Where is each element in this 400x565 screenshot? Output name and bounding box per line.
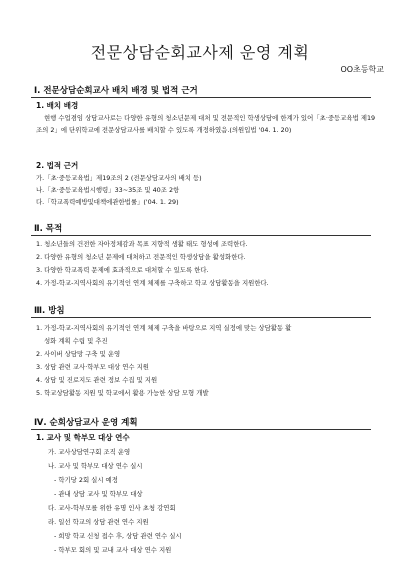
policy-item-continued: 성화 계획 수립 및 추진 (44, 337, 108, 345)
school-name: OO초등학교 (340, 65, 384, 74)
policy-item: 4. 상담 및 진로지도 관련 정보 수집 및 지원 (36, 376, 158, 384)
plan-item: 라. 일선 학교의 상담 관련 연수 지원 (48, 518, 149, 526)
section-1-subheading-1: 1. 배치 배경 (36, 101, 79, 110)
section-4-heading-text: Ⅳ. 순회상담교사 운영 계획 (34, 418, 138, 428)
section-1-heading (34, 84, 198, 96)
plan-subitem: - 학부모 회의 및 교내 교사 대상 연수 지원 (54, 546, 172, 554)
section-divider (31, 429, 371, 430)
section-divider (31, 97, 371, 98)
plan-subitem: - 희망 학교 신청 접수 후, 상담 관련 연수 실시 (54, 532, 182, 540)
policy-item: 2. 사이버 상담망 구축 및 운영 (36, 350, 121, 358)
plan-item: 다. 교사-학부모를 위한 유명 인사 초청 강연회 (48, 504, 176, 512)
purpose-item: 2. 다양한 유형의 청소년 문제에 대처하고 전문적인 학생상담을 활성화한다. (36, 253, 246, 261)
section-4-subheading-1: 1. 교사 및 학부모 대상 연수 (36, 433, 130, 442)
section-1-heading-text: Ⅰ. 전문상담순회교사 배치 배경 및 법적 근거 (34, 86, 198, 96)
plan-subitem: - 학기당 2회 실시 예정 (54, 476, 118, 484)
plan-subitem: - 관내 상담 교사 및 학부모 대상 (54, 490, 143, 498)
policy-item: 5. 학교상담활동 지원 및 학교에서 활용 가능한 상담 모형 개발 (36, 389, 209, 397)
section-divider (31, 235, 371, 236)
document-title: 전문상담순회교사제 운영 계획 (90, 43, 310, 62)
policy-item: 3. 상담 관련 교사·학부모 대상 연수 지원 (36, 363, 149, 371)
section-divider (31, 317, 371, 318)
section-2-heading (34, 222, 62, 234)
section-2-heading-text: Ⅱ. 목적 (34, 224, 63, 234)
section-3-heading-text: Ⅲ. 방침 (34, 306, 65, 316)
section-1-subheading-2: 2. 법적 근거 (36, 161, 79, 170)
plan-item: 가. 교사상담연구회 조직 운영 (48, 448, 131, 456)
section-3-heading (34, 304, 65, 316)
legal-basis-item: 가.「초·중등교육법」제19조의 2 (전문상담교사의 배치 등) (36, 174, 202, 182)
section-1-paragraph: 현행 수업겸임 상담교사로는 다양한 유형의 청소년문제 대처 및 전문적인 학생상담에 한계가 있어「초·중등교육법 제19조의 2」에 단위학교에 전문상담교사를 배치할 수 있도록 개정하였음.(의원입법 '04. 1. 20) (36, 114, 376, 134)
purpose-item: 3. 다양한 학교폭력 문제에 효과적으로 대처할 수 있도록 한다. (36, 266, 209, 274)
purpose-item: 4. 가정-학교-지역사회의 유기적인 연계 체제를 구축하고 학교 상담활동을 지원한다. (36, 279, 269, 287)
purpose-item: 1. 청소년들의 건전한 자아정체감과 목표 지향적 생활 태도 형성에 조력한다. (36, 240, 248, 248)
policy-item: 1. 가정-학교-지역사회의 유기적인 연계 체제 구축을 바탕으로 지역 실정에 맞는 상담활동 활 (36, 324, 292, 332)
legal-basis-item: 다.「학교폭력예방및대책에관한법률」('04. 1. 29) (36, 198, 179, 206)
section-4-heading (34, 416, 138, 428)
legal-basis-item: 나.「초·중등교육법시행령」33~35조 및 40조 2항 (36, 186, 180, 194)
plan-item: 나. 교사 및 학부모 대상 연수 실시 (48, 462, 143, 470)
